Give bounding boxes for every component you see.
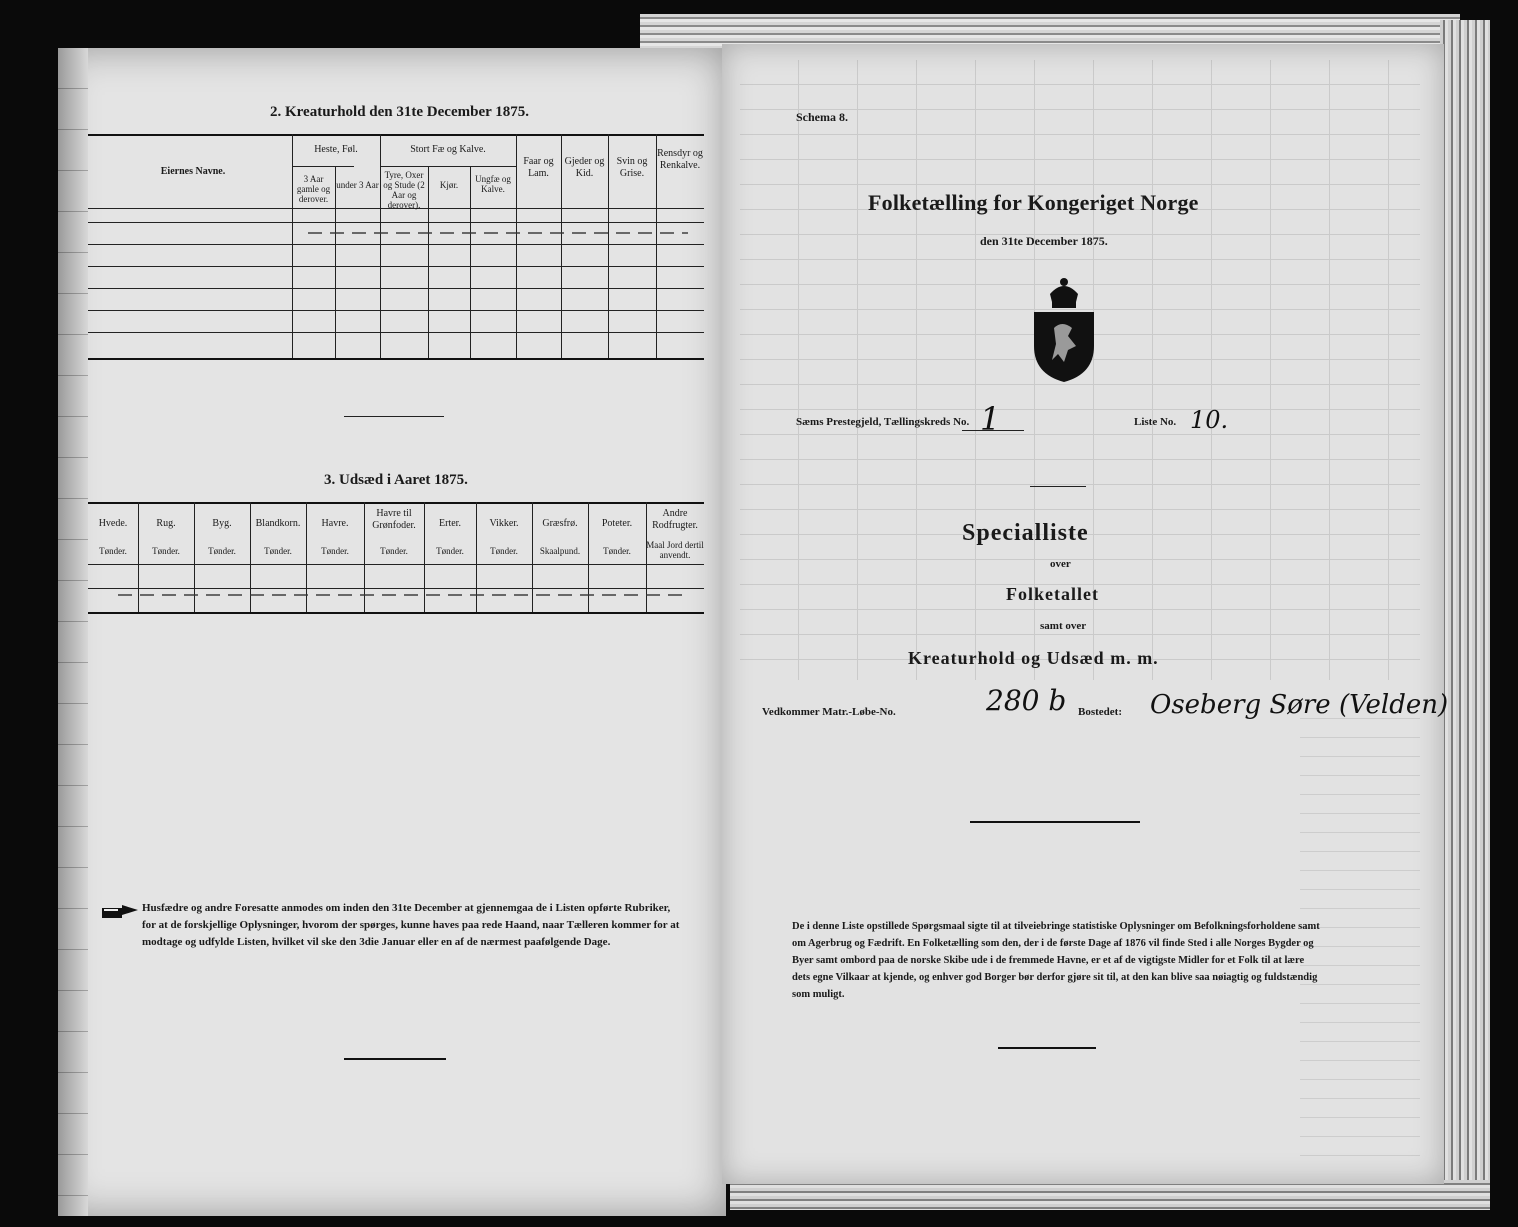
left-page [58,48,726,1216]
folketallet-heading: Folketallet [1006,584,1099,604]
kreaturhold-heading: Kreaturhold og Udsæd m. m. [908,648,1159,668]
sowing-handwritten-dashes [118,594,688,596]
matr-number: 280 b [986,684,1067,717]
sowing-header-unit: Tønder. [490,546,518,556]
sowing-header-label: Rug. [156,518,176,529]
sowing-header-label: Havre. [321,518,349,529]
census-date: den 31te December 1875. [980,234,1108,248]
sowing-header-label: Hvede. [98,518,128,529]
samt-over-label: samt over [1040,620,1087,632]
specialliste-heading: Specialliste [962,520,1089,546]
sowing-header-label: Andre Rodfrugter. [652,508,698,531]
matr-label: Vedkommer Matr.-Løbe-No. [762,706,896,718]
left-margin-binding [58,48,88,1216]
divider-rule [344,416,444,417]
sowing-header-unit: Tønder. [380,546,408,556]
list-label: Liste No. [1134,416,1177,428]
bottom-rule [344,1058,446,1060]
horses-young-header: under 3 Aar [336,180,379,190]
page-stack-bottom [730,1180,1490,1210]
list-number: 10. [1190,406,1229,434]
page-stack-edge [1440,20,1490,1200]
sowing-header-label: Havre til Grønfoder. [372,508,416,531]
sowing-header-unit: Tønder. [321,546,349,556]
sowing-header-unit: Tønder. [603,546,631,556]
notice-text: Husfædre og andre Foresatte anmodes om inden den 31te December at gjennemgaa de i Listen opførte Rubriker, for at de forskjellige Oplysninger, hvorom der spørges, kunne haves paa rede Haand, naar Tælleren kommer for at modtage og udfylde Listen, hvilket vil ske den 3die Januar eller en af de nærmest paafølgende Dage. [142,902,680,948]
pigs-header: Svin og Grise. [616,156,648,179]
livestock-handwritten-dashes [308,232,688,234]
info-paragraph: De i denne Liste opstillede Spørgsmaal sigte til at tilveiebringe statistiske Oplysninger om Befolkningsforholdene samt om Agerbrug og Fædrift. En Folketælling som den, der i de første Dage af 1876 vil finde Sted i alle Norges Bygder og Byer samt ombord paa de norske Skibe ude i de fremmede Havne, er et af de vigtigste Midler for et Folk til at lære dets egne Vilkaar at kjende, og enhver god Borger bør derfor gjøre sit til, at den kan blive saa nøiagtig og fuldstændig som muligt. [792,921,1320,1000]
district-label: Sæms Prestegjeld, Tællingskreds No. [796,416,970,428]
reindeer-header: Rensdyr og Renkalve. [657,148,703,171]
section3-title: 3. Udsæd i Aaret 1875. [324,472,468,488]
schema-label: Schema 8. [796,110,848,124]
sheep-header: Faar og Lam. [523,156,554,179]
district-number: 1 [980,400,1001,438]
cows-header: Kjør. [439,180,459,190]
right-bottom-rule [998,1047,1096,1049]
goats-header: Gjeder og Kid. [564,156,605,179]
section2-title: 2. Kreaturhold den 31te December 1875. [270,104,529,120]
sowing-header-unit: Tønder. [99,546,127,556]
sowing-header-label: Poteter. [601,518,633,529]
owner-header: Eiernes Navne. [160,166,226,177]
sowing-header-label: Erter. [439,518,461,529]
horses-header: Heste, Føl. [314,144,358,155]
bulls-header: Tyre, Oxer og Stude (2 Aar og derover). [383,170,425,210]
norwegian-coat-of-arms-icon [1026,276,1102,384]
census-title: Folketælling for Kongeriget Norge [868,190,1199,215]
short-divider-1 [1030,486,1086,487]
sowing-header-label: Vikker. [489,518,519,529]
sowing-header-label: Blandkorn. [255,518,301,529]
long-divider [970,821,1140,823]
sowing-header-label: Græsfrø. [542,518,578,529]
bostedet-label: Bostedet: [1078,706,1122,718]
calves-header: Ungfæ og Kalve. [475,174,511,194]
sowing-header-unit: Tønder. [208,546,236,556]
sowing-header-unit: Tønder. [152,546,180,556]
sowing-header-unit: Tønder. [264,546,292,556]
horses-old-header: 3 Aar gamle og derover. [296,174,331,204]
sowing-header-label: Byg. [212,518,232,529]
sowing-header-unit: Maal Jord dertil anvendt. [646,540,704,560]
sowing-header-unit: Tønder. [436,546,464,556]
bostedet-value: Oseberg Søre (Velden) [1150,690,1449,720]
over-label-1: over [1050,558,1071,570]
sowing-header-unit: Skaalpund. [539,546,581,556]
right-page [722,44,1449,1184]
district-underline [962,430,1024,431]
cattle-header: Stort Fæ og Kalve. [410,144,486,155]
pointing-hand-icon [100,902,140,922]
